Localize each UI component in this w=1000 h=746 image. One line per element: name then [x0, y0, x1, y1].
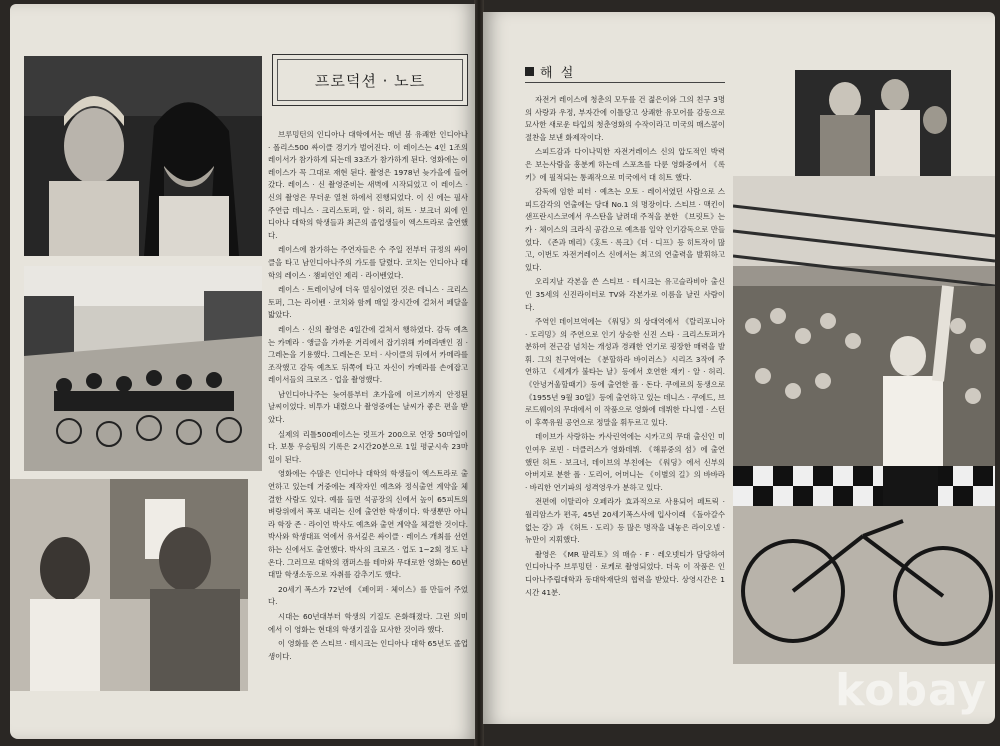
production-notes-paragraph: 남인디아나주는 늦여름부터 초가을에 이르기까지 안정된 날씨이었다. 비투가 내렸으나 촬영중에는 날씨가 좋은 편을 받았다.: [268, 389, 468, 425]
heading-rule: [525, 82, 725, 83]
commentary-paragraph: 주역인 데이브역에는 《워딩》의 상대역에서 《랄리포니아 · 도리밍》의 주연으로 인기 상승한 신진 스타 · 크리스토퍼가 분하여 전근감 넘치는 개성과 경쾌한 연기로 굉장한 매력을 발휘. 그의 친구역에는 《분할하라 바이러스》시리즈 3작에 주연하고 《세계가 불타는 날》등에서 호연한 재키 · 알 · 허리. 《안녕거울할때기》등에 출연한 폴 · 돈다. 쿠에르의 동생으로 《1955년 9월 30일》등에 출연하고 있는 데니스 · 쿠에드, 브로드웨이의 무대에서 이 작품으로 영화에 데뷔한 다니엘 · 스턴이 후쪽유원 공연으로 정말을 휘두르고 있다.: [525, 317, 725, 427]
production-notes-paragraph: 이 영화를 쓴 스티브 · 테시크는 인디아나 대학 65년도 졸업생이다.: [268, 639, 468, 661]
production-notes-paragraph: 레이스 · 트레이닝에 더욱 열심이였던 것은 데니스 · 크리스토퍼, 그는 라이벤 · 코치와 함께 매일 장시간에 걸쳐서 페달을 밟았다.: [268, 285, 468, 320]
left-page: [10, 4, 475, 739]
heading-square-icon: [525, 67, 534, 76]
photo-race-image: [24, 266, 262, 471]
commentary-paragraph: 스피드감과 다이나믹한 자전거레이스 신의 압도적인 박력은 보는사람을 흥분케 하는데 스포츠를 다룬 영화중에서 《록키》에 필적되는 통쾌작으로 미국에서 대 히트 했다.: [525, 147, 725, 182]
commentary-body: [525, 94, 725, 601]
commentary-paragraph: 전편에 이탈리아 오페라가 효과적으로 사용되어 페트릭 · 월리암스가 편곡, 45년 20세기폭스사에 입사이래 《돌아갈수 없는 강》과 《허트 · 도리》등 많은 명작을 내놓은 라이오넬 · 뉴만이 지휘했다.: [525, 497, 725, 545]
commentary-paragraph: 촬영은 《MR 팔리토》의 매슈 · F · 레오넷티가 담당하여 인디아나주 브루밍턴 · 로케로 촬영되었다. 더욱 이 작품은 인디아나주립대학과 동대학재단의 협력을 받았다. 상영시간은 1 시간 41분.: [525, 549, 725, 597]
photo-cyclist: [733, 176, 995, 664]
commentary-paragraph: 오리지날 각본을 쓴 스티브 · 테시크는 유고슬라비아 출신인 35세의 신진라이터로 TV와 각본가로 이름을 날린 사람이다.: [525, 277, 725, 312]
production-notes-paragraph: 영화에는 수많은 인디아나 대학의 학생들이 엑스트라로 출연하고 있는데 거중에는 제작자인 예츠와 정식출연 계약을 체결한 사람도 있다. 예를 들면 석공장의 신에서 높이 65피트의 벼랑위에서 폭포 내리는 신에 출연한 학생이다. 학생뿐만 아니라 학장 존 · 라이언 박사도 예츠와 출연 계약을 체결한 것이다. 박사와 학생대표 역에서 유서깊은 싸이클 · 레이스 개최를 선언하는 신에서도 출연했다. 박사의 크로즈 · 업도 1~2회 정도 나온다. 그러므로 대학의 캠퍼스를 테마와 무대로한 영화는 60년대말 학생소동으로 자취를 감추기도 했다.: [268, 469, 468, 580]
photo-cyclist-image: [733, 176, 995, 664]
production-notes-paragraph: 브루밍턴의 인디아나 대학에서는 매년 봄 유쾌한 인디아나 · 폴리스500 싸이클 경기가 벌어진다. 이 레이스는 4인 1조의 레이서가 참가하게 되는데 33조가 참가하게 된다. 영화에는 이 레이스가 꼭 그대로 재현 된다. 촬영은 1978년 늦가을에 들어갔다. 레이스 · 신 촬영준비는 새벽에 시작되었고 이 레이스 · 신의 촬영은 무더운 열천 하에서 진행되었다. 이 신 에는 필사 주연급 데니스 · 크리스토퍼, 알 · 허리, 허트 · 보크너 외에 인디아나 대학의 학생들과 최근의 졸업생들이 엑스트라로 출연했다.: [268, 130, 468, 240]
photo-campus: [10, 479, 248, 691]
production-notes-title: 프로덕션 · 노트: [314, 71, 426, 90]
commentary-heading: [525, 62, 575, 81]
watermark-logo: kobay: [835, 665, 987, 716]
photo-couple-image: [24, 56, 262, 256]
commentary-title: 해 설: [540, 66, 576, 81]
production-notes-paragraph: 실제의 리틀500레이스는 럿프가 200으로 연장 50마일이다. 보통 우승팀의 기록은 2시간20분으로 1일 평균시속 23마일이 된다.: [268, 429, 468, 464]
commentary-paragraph: 감독에 임한 피터 · 예츠는 오토 · 레이서였던 사람으로 스피드감각의 연출에는 당대 No.1 의 명장이다. 스티브 · 맥킨이 샌프란시스코에서 우스탄을 날려대 주적을 분한 《브릿트》는 카 · 체이스의 크라식 공감으로 예츠를 일약 인기감독으로 만들었다. 《존과 메리》《홋트 · 록크》《더 · 디프》등 히트작이 많고, 이번도 자전거레이스 신에서는 최고의 연출력을 발휘하고 있다.: [525, 187, 725, 272]
photo-race: [24, 266, 262, 471]
production-notes-paragraph: 레이스에 참가하는 주연자들은 수 주일 전부터 규정의 싸이클을 타고 남인디아나주의 가도를 달렸다. 코치는 인디아나 대학의 레이스 · 챔피언인 제리 · 라이벤었다.: [268, 245, 468, 280]
production-notes-paragraph: 레이스 · 신의 촬영은 4일간에 걸쳐서 행하였다. 감독 예츠는 카메라 · 앵글을 가까운 거리에서 잡기위해 카메라맨인 짐 · 그레논을 기용했다. 그레논은 모터 · 사이클의 뒤에서 카메라를 조작했고 감독 예츠도 뒤쪽에 타고 자신이 카메라를 손에잡고 레이서들의 크로즈 · 업을 촬영했다.: [268, 324, 468, 385]
commentary-paragraph: 자전거 레이스에 청춘의 모두를 건 젊은이와 그의 친구 3명의 사랑과 우정, 부자간에 이틀당고 상쾌한 유모어를 감동으로 묘사한 새로운 타입의 청춘영화의 수작이라고 미국의 매스콤이 절찬을 보낸 화제작이다.: [525, 95, 725, 142]
right-page: [483, 12, 995, 724]
commentary-paragraph: 데이브가 사랑하는 카사린역에는 시카고의 무대 출신인 미인여우 로빈 · 더클러스가 영화데뷔. 《해류중의 섬》에 출연했던 허트 · 보크너, 데이브의 부친에는 《워딩》에서 신부의 아버지로 분한 폴 · 도리어, 어머니는 《이별의 길》의 바바라 · 바리한 연기파의 성격영우가 분하고 있다.: [525, 432, 725, 492]
photo-couple: [24, 56, 262, 256]
photo-campus-image: [10, 479, 248, 691]
production-notes-body: [268, 129, 468, 665]
production-notes-title-box: [272, 54, 468, 106]
production-notes-paragraph: 시대는 60년대부터 학생의 기질도 온화해졌다. 그런 의미에서 이 영화는 현대의 학생기질을 묘사한 것이라 했다.: [268, 611, 468, 634]
production-notes-paragraph: 20세기 폭스가 72년에 《페이퍼 · 체이스》를 만들어 주었다.: [268, 584, 468, 607]
